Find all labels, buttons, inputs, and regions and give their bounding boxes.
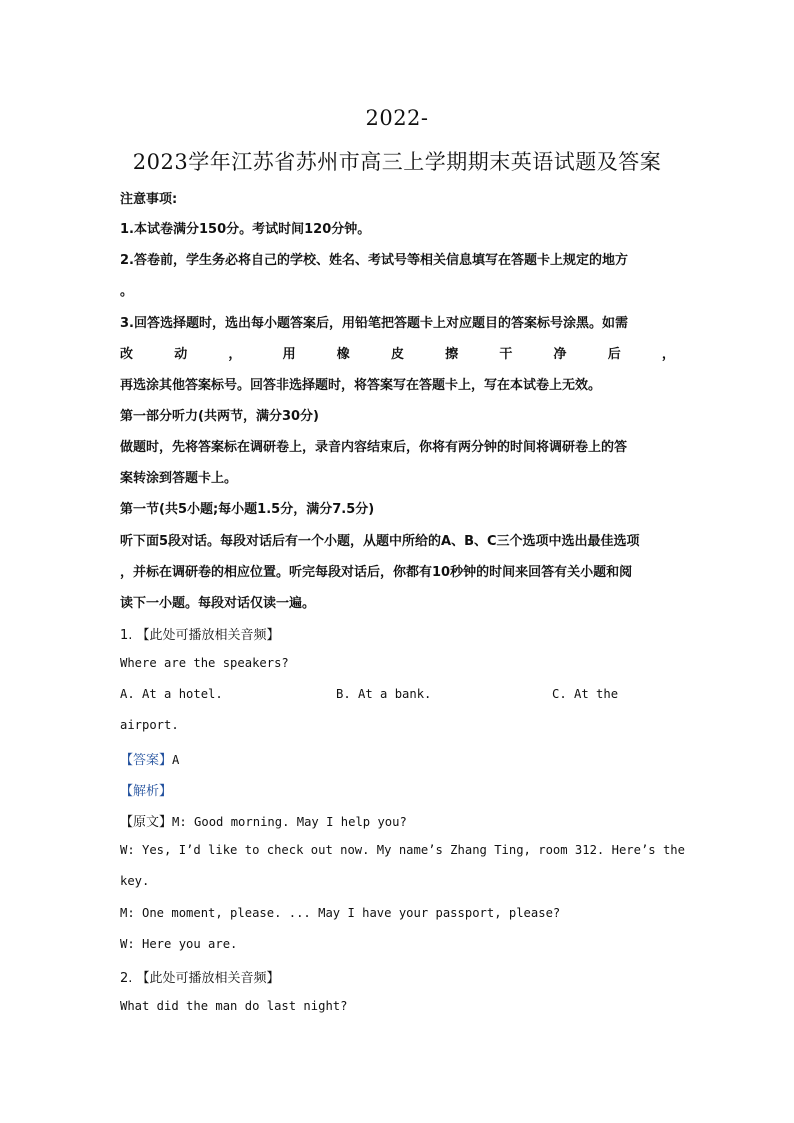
spread-char: 用 (282, 347, 296, 362)
q1-option-a: A. At a hotel. (120, 687, 223, 701)
section1-heading: 第一节(共5小题;每小题1.5分，满分7.5分) (120, 502, 375, 517)
spread-char: 橡 (336, 347, 350, 362)
transcript-line-2: W: Yes, I’d like to check out now. My name’s Zhang Ting, room 312. Here’s the (120, 843, 685, 857)
title-line-1: 2022- (365, 106, 429, 130)
section1-instruction-cont-1: ，并标在调研卷的相应位置。听完每段对话后，你都有10秒钟的时间来回答有关小题和阅 (120, 565, 633, 580)
answer-value: A (172, 753, 180, 767)
spread-char: 擦 (445, 347, 459, 362)
q2-question: What did the man do last night? (120, 999, 348, 1013)
q1-option-c: C. At the (552, 687, 619, 701)
notice-item-3: 3.回答选择题时，选出每小题答案后，用铅笔把答题卡上对应题目的答案标号涂黑。如需 (120, 316, 628, 331)
spread-char: 净 (553, 347, 567, 362)
spread-char: ， (661, 347, 675, 362)
q1-question: Where are the speakers? (120, 656, 289, 670)
section1-instruction-cont-2: 读下一小题。每段对话仅读一遍。 (120, 596, 316, 611)
notice-item-1: 1.本试卷满分150分。考试时间120分钟。 (120, 222, 371, 237)
notice-item-2-cont: 。 (120, 284, 134, 299)
notice-item-3-spread (120, 343, 675, 362)
part1-instruction-cont: 案转涂到答题卡上。 (120, 471, 238, 486)
section1-instruction: 听下面5段对话。每段对话后有一个小题，从题中所给的A、B、C三个选项中选出最佳选项 (120, 534, 640, 549)
transcript-line-1 (120, 811, 407, 830)
title-line-2: 2023学年江苏省苏州市高三上学期期末英语试题及答案 (132, 150, 662, 174)
transcript-line-2-cont: key. (120, 874, 150, 888)
analysis-tag: 【解析】 (120, 784, 173, 799)
part1-heading: 第一部分听力(共两节，满分30分) (120, 409, 319, 424)
notice-heading: 注意事项: (120, 192, 178, 207)
q1-options (120, 687, 675, 705)
part1-instruction: 做题时，先将答案标在调研卷上，录音内容结束后，你将有两分钟的时间将调研卷上的答 (120, 440, 628, 455)
transcript-line-4: W: Here you are. (120, 937, 238, 951)
spread-char: 干 (499, 347, 513, 362)
q1-label: 1. 【此处可播放相关音频】 (120, 628, 280, 643)
spread-char: ， (228, 347, 242, 362)
q1-answer (120, 749, 179, 768)
notice-item-3-cont: 再选涂其他答案标号。回答非选择题时，将答案写在答题卡上，写在本试卷上无效。 (120, 378, 602, 393)
spread-char: 动 (174, 347, 188, 362)
original-tag: 【原文】 (120, 815, 173, 830)
q2-label: 2. 【此处可播放相关音频】 (120, 971, 280, 986)
spread-char: 后 (607, 347, 621, 362)
spread-char: 皮 (390, 347, 404, 362)
notice-item-2: 2.答卷前，学生务必将自己的学校、姓名、考试号等相关信息填写在答题卡上规定的地方 (120, 253, 628, 268)
answer-tag: 【答案】 (120, 753, 173, 768)
transcript-text: M: Good morning. May I help you? (172, 815, 407, 829)
spread-char: 改 (120, 347, 134, 362)
transcript-line-3: M: One moment, please. ... May I have your passport, please? (120, 906, 561, 920)
q1-option-c-cont: airport. (120, 718, 179, 732)
q1-option-b: B. At a bank. (336, 687, 432, 701)
